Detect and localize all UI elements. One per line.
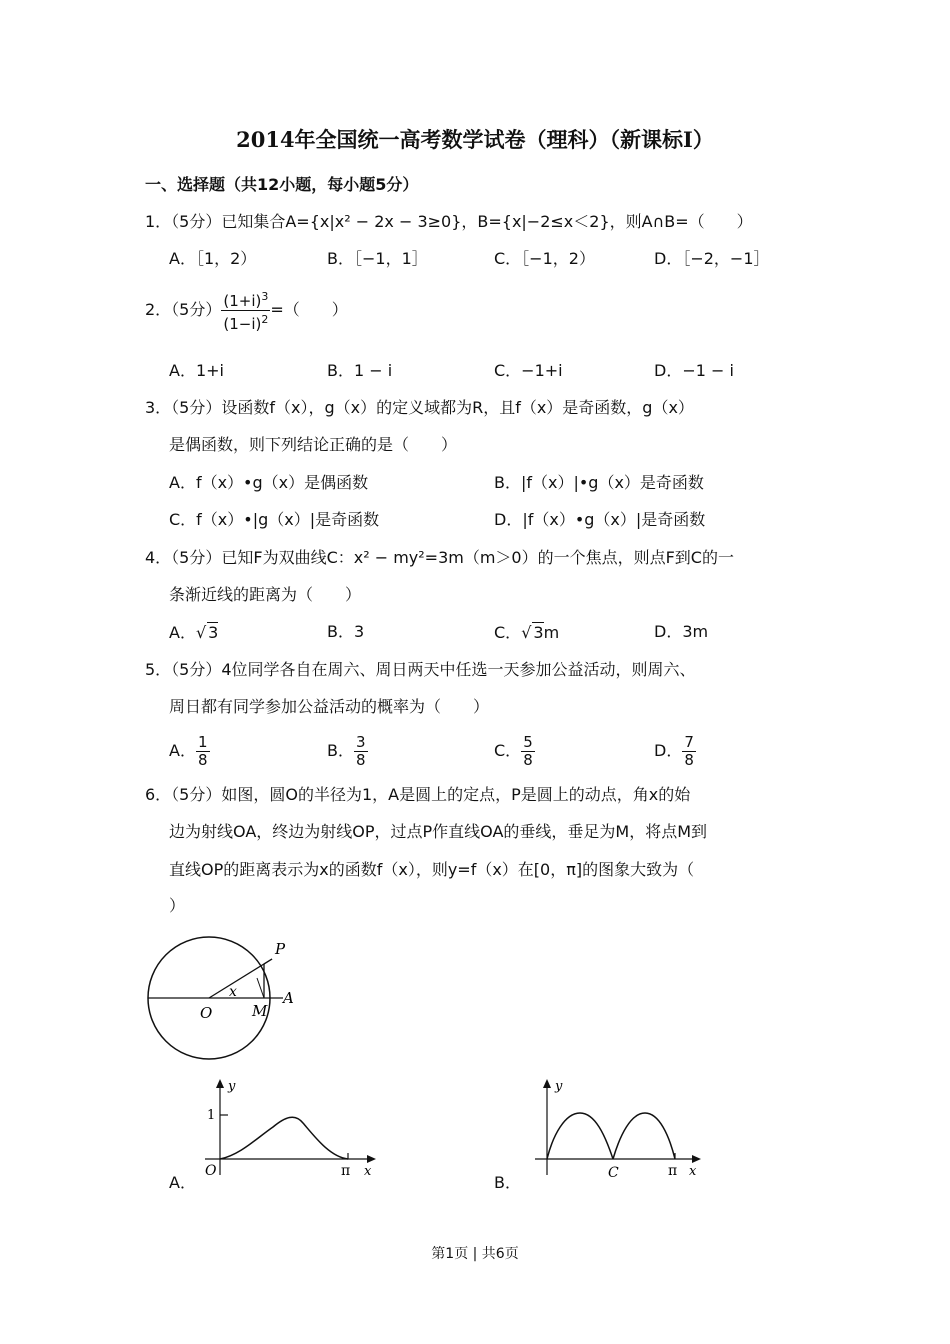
q5-fraction (521, 734, 535, 769)
graph-a (195, 1075, 385, 1185)
q4-option-d: D．3m (654, 622, 709, 641)
page-footer: 第1页 | 共6页 (431, 1246, 519, 1262)
q5-option-label: C． (494, 741, 522, 760)
q3-option-c: C．f（x）•|g（x）|是奇函数 (169, 510, 380, 529)
sqrt-sign: √ (521, 623, 532, 642)
q4-option-a (169, 622, 218, 643)
label-p: P (275, 940, 286, 958)
q5-denominator: 8 (523, 751, 533, 769)
q2-denominator-exp: 2 (261, 313, 269, 326)
label-pi: π (341, 1163, 351, 1179)
label-a: A (283, 989, 294, 1007)
q3-option-d: D．|f（x）•g（x）|是奇函数 (494, 510, 706, 529)
x-axis-arrow (367, 1155, 376, 1163)
q5-numerator: 1 (197, 733, 208, 751)
x-axis-arrow (692, 1155, 701, 1163)
q4-option-c-radicand: 3 (533, 623, 544, 642)
label-pi: π (668, 1163, 678, 1179)
q5-fraction (354, 734, 368, 769)
q1-option-d: D．［−2，−1］ (654, 249, 770, 268)
q2-numerator-exp: 3 (261, 290, 269, 303)
y-axis-arrow (216, 1079, 224, 1088)
q5-option-label: D． (654, 741, 683, 760)
q1-stem: 1．（5分）已知集合A={x|x² − 2x − 3≥0}，B={x|−2≤x＜2}，则A∩B=（ ） (145, 212, 753, 231)
q3-stem-line2: 是偶函数，则下列结论正确的是（ ） (169, 435, 458, 454)
ray-op (209, 959, 272, 998)
page-title: 2014年全国统一高考数学试卷（理科）（新课标Ⅰ） (236, 127, 714, 152)
circle-figure (140, 930, 310, 1070)
q6-stem-line1: 6．（5分）如图，圆O的半径为1，A是圆上的定点，P是圆上的动点，角x的始 (145, 785, 691, 804)
q5-stem-line1: 5．（5分）4位同学各自在周六、周日两天中任选一天参加公益活动，则周六、 (145, 660, 696, 679)
curve-b-right-arch (613, 1113, 675, 1159)
q5-option-c (494, 731, 535, 771)
q4-option-c (494, 622, 559, 643)
q2-numerator: (1+i) (223, 292, 262, 310)
q5-stem-line2: 周日都有同学参加公益活动的概率为（ ） (169, 697, 490, 716)
q2-option-a: A．1+i (169, 361, 224, 380)
distance-m-to-op (257, 978, 264, 998)
q6-stem-line3: 直线OP的距离表示为x的函数f（x），则y=f（x）在[0，π]的图象大致为（ (169, 860, 695, 879)
label-y: y (555, 1079, 563, 1094)
q4-stem-line2: 条渐近线的距离为（ ） (169, 585, 362, 604)
y-axis-arrow (543, 1079, 551, 1088)
label-x: x (364, 1164, 372, 1179)
q2-denominator: (1−i) (223, 315, 262, 333)
curve-a (220, 1117, 348, 1159)
graph-b (525, 1075, 715, 1185)
q5-fraction (196, 734, 210, 769)
q2-fraction (221, 288, 270, 333)
q2-suffix: =（ ） (270, 300, 348, 319)
q5-numerator: 3 (355, 733, 366, 751)
q6-option-a-label: A． (169, 1173, 196, 1192)
q5-denominator: 8 (197, 751, 208, 769)
q5-fraction (682, 734, 696, 769)
label-o: O (200, 1004, 213, 1022)
section-heading: 一、选择题（共12小题，每小题5分） (145, 175, 419, 194)
q4-option-c-suffix: m (543, 623, 560, 642)
label-c: C (608, 1165, 619, 1181)
q5-option-a (169, 731, 210, 771)
segment-p (264, 959, 272, 964)
q4-option-a-label: A． (169, 623, 196, 642)
label-x: x (229, 984, 237, 1000)
q5-option-label: B． (327, 741, 354, 760)
q1-option-b: B．［−1，1］ (327, 249, 428, 268)
q4-stem-line1: 4．（5分）已知F为双曲线C：x² − my²=3m（m＞0）的一个焦点，则点F到C的一 (145, 548, 734, 567)
q2-prefix: 2．（5分） (145, 300, 222, 319)
q4-option-a-radicand: 3 (208, 623, 219, 642)
q4-option-b: B．3 (327, 622, 365, 641)
q5-option-d (654, 731, 696, 771)
q2-stem (145, 288, 348, 333)
q5-numerator: 7 (684, 733, 694, 751)
q5-denominator: 8 (355, 751, 366, 769)
q6-stem-line2: 边为射线OA，终边为射线OP，过点P作直线OA的垂线，垂足为M，将点M到 (169, 822, 708, 841)
q2-option-c: C．−1+i (494, 361, 563, 380)
sqrt-sign: √ (195, 623, 207, 642)
q5-numerator: 5 (523, 733, 533, 751)
q1-option-a: A．［1，2） (169, 249, 257, 268)
q2-option-b: B．1 − i (327, 361, 393, 380)
label-m: M (252, 1002, 268, 1020)
label-one: 1 (207, 1108, 216, 1123)
q3-stem-line1: 3．（5分）设函数f（x），g（x）的定义域都为R，且f（x）是奇函数，g（x） (145, 398, 694, 417)
label-o: O (205, 1163, 217, 1179)
q5-option-b (327, 731, 368, 771)
q3-option-a: A．f（x）•g（x）是偶函数 (169, 473, 369, 492)
q3-option-b: B．|f（x）|•g（x）是奇函数 (494, 473, 704, 492)
q2-option-d: D．−1 − i (654, 361, 734, 380)
label-y: y (228, 1079, 236, 1094)
q5-denominator: 8 (684, 751, 694, 769)
curve-b-left-arch (547, 1113, 613, 1159)
q1-option-c: C．［−1，2） (494, 249, 595, 268)
q6-option-b-label: B． (494, 1173, 521, 1192)
q4-option-c-label: C． (494, 623, 522, 642)
q6-stem-line4: ） (169, 896, 186, 915)
label-x: x (689, 1164, 697, 1179)
q5-option-label: A． (169, 741, 196, 760)
